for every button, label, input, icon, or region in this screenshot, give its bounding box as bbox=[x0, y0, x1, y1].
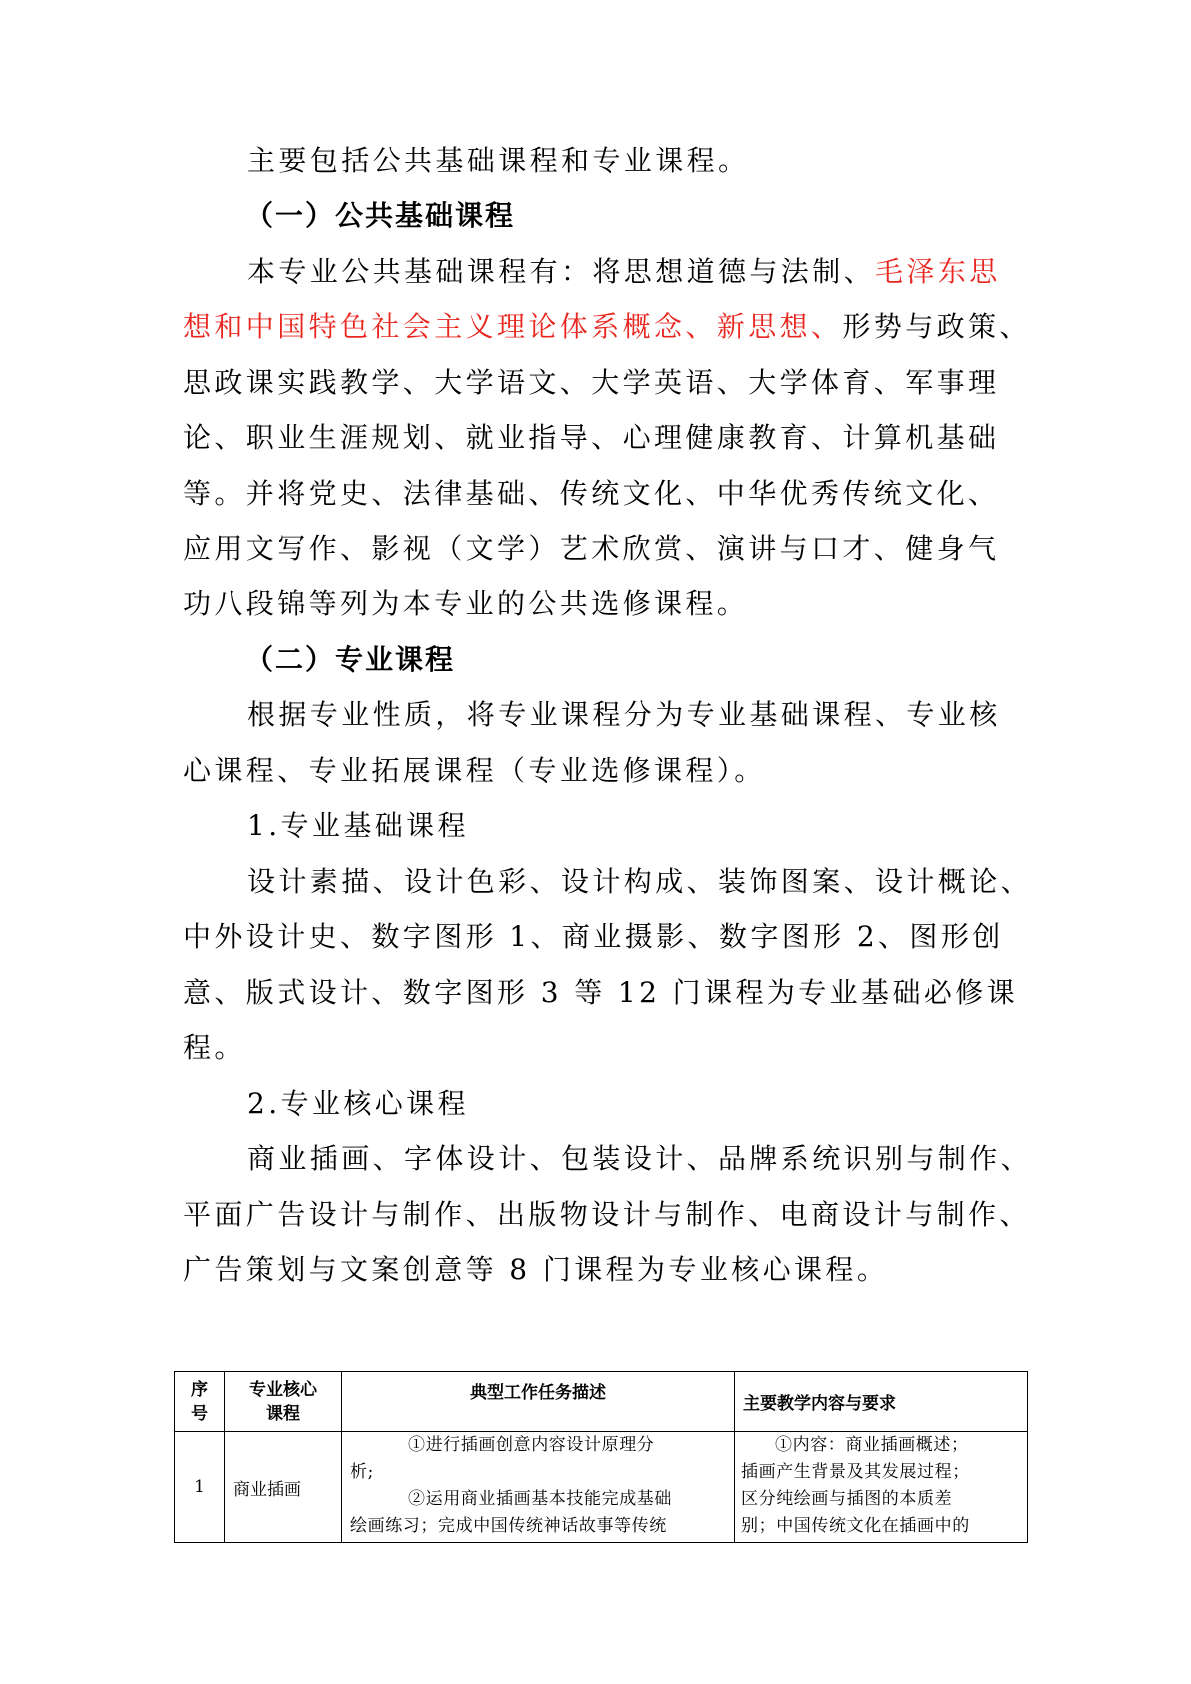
content-line-4: 别；中国传统文化在插画中的 bbox=[741, 1516, 970, 1536]
intro-paragraph: 主要包括公共基础课程和专业课程。 bbox=[247, 144, 750, 177]
header-course-line-1: 专业核心 bbox=[249, 1379, 317, 1400]
task-line-3: ②运用商业插画基本技能完成基础 bbox=[408, 1489, 672, 1509]
table-header-row bbox=[175, 1372, 1028, 1432]
public-courses-line-3: 思政课实践教学、大学语文、大学英语、大学体育、军事理 bbox=[183, 366, 1000, 399]
task-line-1: ①进行插画创意内容设计原理分 bbox=[408, 1435, 655, 1455]
cell-no: 1 bbox=[175, 1432, 225, 1543]
section-heading-professional-courses: （二）专业课程 bbox=[245, 643, 456, 676]
cell-course: 商业插画 bbox=[225, 1432, 342, 1543]
public-courses-text: 形势与政策、 bbox=[842, 310, 1031, 343]
public-courses-line-6: 应用文写作、影视（文学）艺术欣赏、演讲与口才、健身气 bbox=[183, 532, 1000, 565]
header-no-line-1: 序 bbox=[191, 1379, 208, 1400]
section-heading-public-basic-courses: （一）公共基础课程 bbox=[245, 199, 516, 232]
header-task: 典型工作任务描述 bbox=[342, 1372, 735, 1432]
professional-courses-line-1: 根据专业性质，将专业课程分为专业基础课程、专业核 bbox=[247, 698, 1001, 731]
core-courses-line-2: 平面广告设计与制作、出版物设计与制作、电商设计与制作、 bbox=[183, 1198, 1031, 1231]
table-row bbox=[175, 1432, 1028, 1543]
public-courses-text: 本专业公共基础课程有：将思想道德与法制、 bbox=[247, 255, 876, 288]
task-line-2: 析; bbox=[350, 1462, 374, 1482]
content-line-3: 区分纯绘画与插图的本质差 bbox=[741, 1489, 953, 1509]
core-courses-table bbox=[174, 1371, 1028, 1543]
basic-courses-line-3: 意、版式设计、数字图形 3 等 12 门课程为专业基础必修课 bbox=[183, 976, 1019, 1009]
basic-courses-line-1: 设计素描、设计色彩、设计构成、装饰图案、设计概论、 bbox=[247, 865, 1033, 898]
basic-courses-line-4: 程。 bbox=[183, 1031, 246, 1064]
content-line-1: ①内容：商业插画概述； bbox=[775, 1435, 969, 1455]
header-no-line-2: 号 bbox=[191, 1403, 208, 1424]
highlighted-text: 想和中国特色社会主义理论体系概念、新思想、 bbox=[183, 310, 843, 343]
public-courses-line-4: 论、职业生涯规划、就业指导、心理健康教育、计算机基础 bbox=[183, 421, 1000, 454]
header-course bbox=[225, 1372, 342, 1432]
core-courses-line-1: 商业插画、字体设计、包装设计、品牌系统识别与制作、 bbox=[247, 1142, 1033, 1175]
header-course-line-2: 课程 bbox=[266, 1403, 300, 1424]
content-line-2: 插画产生背景及其发展过程； bbox=[741, 1462, 970, 1482]
cell-task bbox=[342, 1432, 735, 1543]
professional-courses-line-2: 心课程、专业拓展课程（专业选修课程）。 bbox=[183, 754, 766, 787]
public-courses-line-1 bbox=[0, 252, 1191, 292]
header-content: 主要教学内容与要求 bbox=[735, 1372, 1028, 1432]
highlighted-text: 毛泽东思 bbox=[875, 255, 1001, 288]
public-courses-line-7: 功八段锦等列为本专业的公共选修课程。 bbox=[183, 587, 749, 620]
public-courses-line-2 bbox=[0, 307, 1191, 347]
public-courses-line-5: 等。并将党史、法律基础、传统文化、中华优秀传统文化、 bbox=[183, 477, 1000, 510]
subsection-title-basic: 1.专业基础课程 bbox=[247, 809, 469, 842]
core-courses-line-3: 广告策划与文案创意等 8 门课程为专业核心课程。 bbox=[183, 1253, 889, 1286]
header-no bbox=[175, 1372, 225, 1432]
basic-courses-line-2: 中外设计史、数字图形 1、商业摄影、数字图形 2、图形创 bbox=[183, 920, 1004, 953]
subsection-title-core: 2.专业核心课程 bbox=[247, 1087, 469, 1120]
task-line-4: 绘画练习；完成中国传统神话故事等传统 bbox=[350, 1516, 667, 1536]
cell-content bbox=[735, 1432, 1028, 1543]
